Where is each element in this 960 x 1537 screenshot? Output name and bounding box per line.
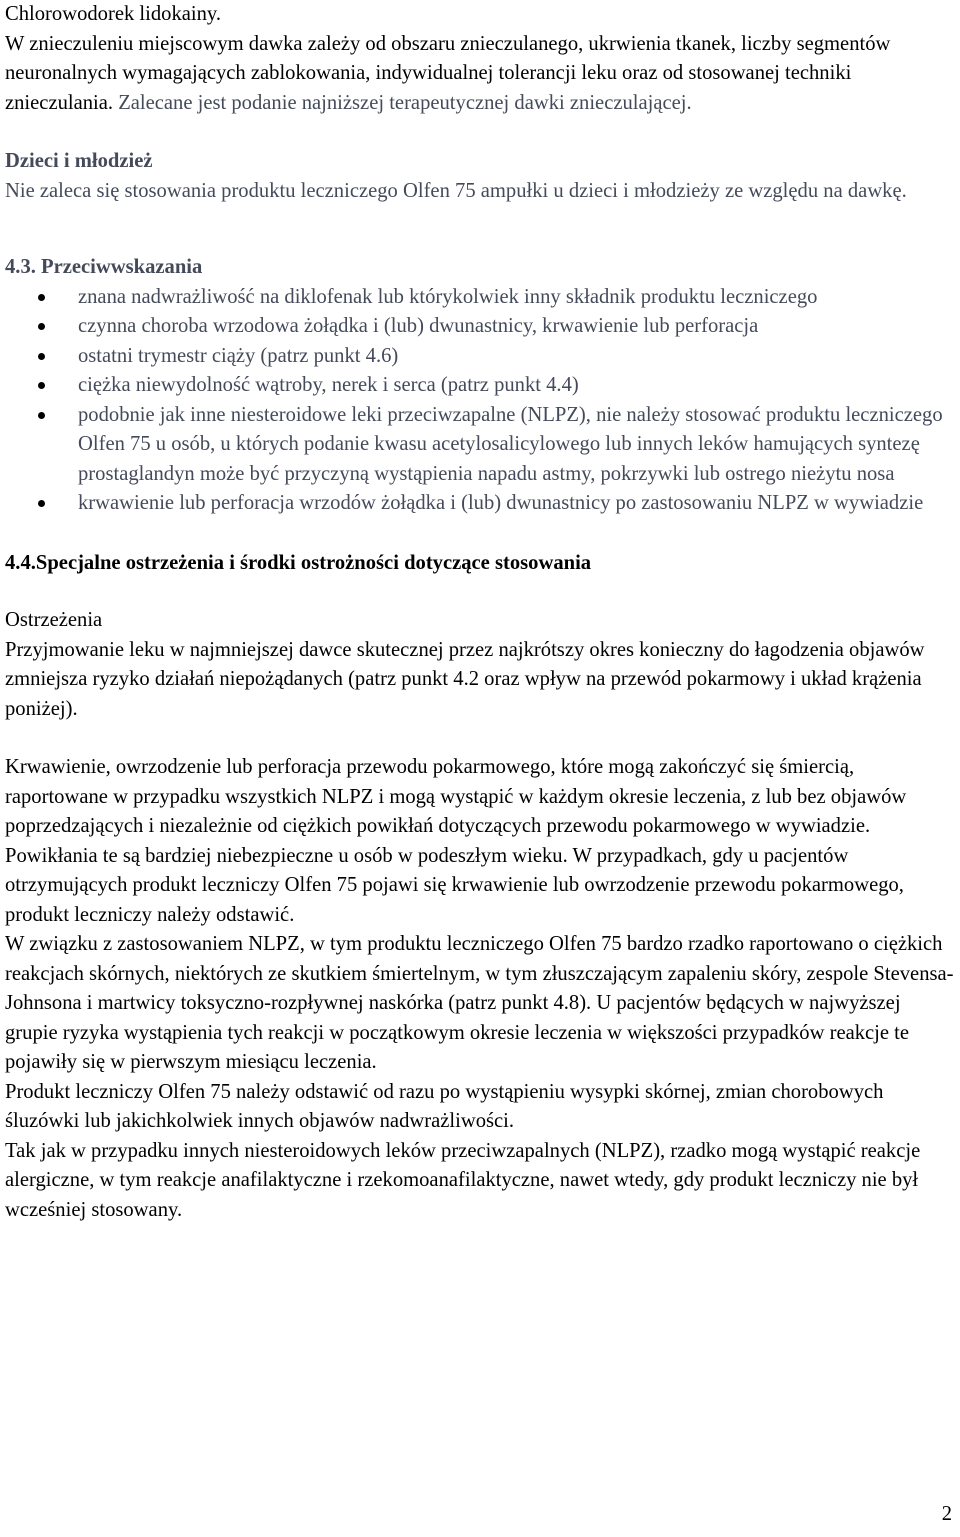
bullet-icon <box>38 294 45 301</box>
spacer <box>5 235 955 253</box>
document-page <box>5 0 955 1225</box>
page-number: 2 <box>941 1503 952 1525</box>
warnings-subheading: Ostrzeżenia <box>5 609 103 631</box>
bullet-icon <box>38 353 45 360</box>
warnings-paragraph-4: Produkt leczniczy Olfen 75 należy odstawić od razu po wystąpieniu wysypki skórnej, zmian chorobowych śluzówki lub jakichkolwiek innych objawów nadwrażliwości. <box>5 1080 884 1132</box>
bullet-icon <box>38 412 45 419</box>
warnings-paragraph-2: Krwawienie, owrzodzenie lub perforacja przewodu pokarmowego, które mogą zakończyć się śmiercią, raportowane w przypadku wszystkich NLPZ i mogą wystąpić w każdym okresie leczenia, z lub bez objawów poprzedzających i niezależnie od ciężkich powikłań dotyczących przewodu pokarmowego w wywiadzie. Powikłania te są bardziej niebezpieczne u osób w podeszłym wieku. W przypadkach, gdy u pacjentów otrzymujących produkt leczniczy Olfen 75 pojawi się krwawienie lub owrzodzenie przewodu pokarmowego, produkt leczniczy należy odstawić. <box>5 756 907 926</box>
warnings-section-heading: 4.4.Specjalne ostrzeżenia i środki ostrożności dotyczące stosowania <box>5 551 592 574</box>
warnings-paragraph-1: Przyjmowanie leku w najmniejszej dawce skutecznej przez najkrótszy okres konieczny do łagodzenia objawów zmniejsza ryzyko działań niepożądanych (patrz punkt 4.2 oraz wpływ na przewód pokarmowy i układ krążenia poniżej). <box>5 638 925 720</box>
intro-line: Chlorowodorek lidokainy. <box>5 3 222 25</box>
list-item <box>5 489 955 519</box>
intro-paragraph-b: Zalecane jest podanie najniższej terapeutycznej dawki znieczulającej. <box>113 91 692 114</box>
intro-paragraph-a: W znieczuleniu miejscowym dawka zależy od obszaru znieczulanego, ukrwienia tkanek, liczby segmentów neuronalnych wymagających zablokowania, indywidualnej tolerancji leku oraz od stosowanej techniki znieczulania. <box>5 32 891 114</box>
spacer <box>5 578 955 606</box>
list-item-text: znana nadwrażliwość na diklofenak lub którykolwiek inny składnik produktu leczniczego <box>78 285 818 308</box>
children-text: Nie zaleca się stosowania produktu leczniczego Olfen 75 ampułki u dzieci i młodzieży ze względu na dawkę. <box>5 179 907 202</box>
list-item-text: krwawienie lub perforacja wrzodów żołądka i (lub) dwunastnicy po zastosowaniu NLPZ w wywiadzie <box>78 492 924 514</box>
bullet-icon <box>38 323 45 330</box>
list-item-text: podobnie jak inne niesteroidowe leki przeciwzapalne (NLPZ), nie należy stosować produktu leczniczego Olfen 75 u osób, u których podanie kwasu acetylosalicylowego lub innych leków hamujących syntezę prostaglandyn może być przyczyną wystąpienia napadu astmy, pokrzywki lub ostrego nieżytu nosa <box>78 403 943 485</box>
spacer <box>5 118 955 147</box>
list-item-text: czynna choroba wrzodowa żołądka i (lub) dwunastnicy, krwawienie lub perforacja <box>78 315 759 337</box>
warnings-paragraph-3: W związku z zastosowaniem NLPZ, w tym produktu leczniczego Olfen 75 bardzo rzadko raportowano o ciężkich reakcjach skórnych, niektórych ze skutkiem śmiertelnym, w tym złuszczającym zapaleniu skóry, zespole Stevensa-Johnsona i martwicy toksyczno-rozpływnej naskórka (patrz punkt 4.8). U pacjentów będących w najwyższej grupie ryzyka wystąpienia tych reakcji w początkowym okresie leczenia w większości przypadków reakcje te pojawiły się w pierwszym miesiącu leczenia. <box>5 933 954 1073</box>
contraindications-list <box>5 283 955 519</box>
warnings-paragraph-5: Tak jak w przypadku innych niesteroidowych leków przeciwzapalnych (NLPZ), rzadko mogą wystąpić reakcje alergiczne, w tym reakcje anafilaktyczne i rzekomoanafilaktyczne, nawet wtedy, gdy produkt leczniczy nie był wcześniej stosowany. <box>5 1139 921 1221</box>
intro-paragraph <box>5 30 955 119</box>
list-item <box>5 401 955 490</box>
spacer <box>5 724 955 753</box>
spacer <box>5 206 955 235</box>
spacer <box>5 519 955 549</box>
list-item <box>5 342 955 372</box>
list-item <box>5 283 955 313</box>
list-item-text: ciężka niewydolność wątroby, nerek i serca (patrz punkt 4.4) <box>78 374 579 396</box>
list-item <box>5 371 955 401</box>
bullet-icon <box>38 382 45 389</box>
children-heading: Dzieci i młodzież <box>5 150 153 172</box>
bullet-icon <box>38 500 45 507</box>
list-item <box>5 312 955 342</box>
list-item-text: ostatni trymestr ciąży (patrz punkt 4.6) <box>78 344 399 367</box>
contraindications-heading: 4.3. Przeciwwskazania <box>5 256 203 278</box>
